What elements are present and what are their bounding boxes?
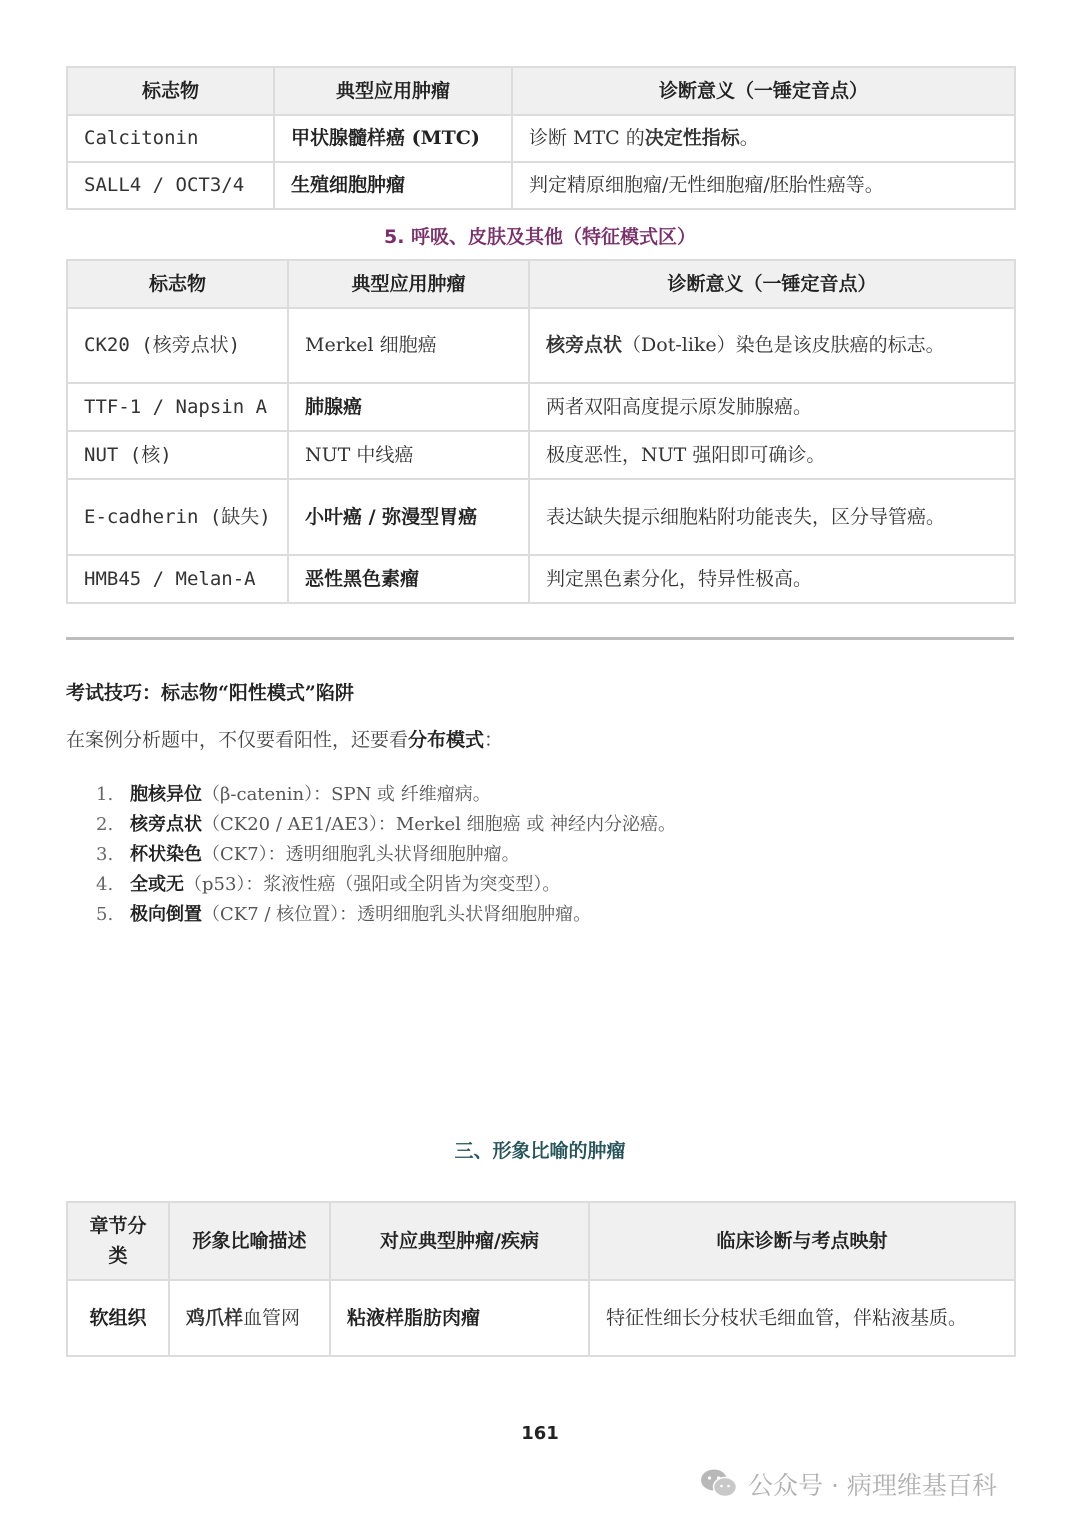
list-item: 1. 胞核异位（β-catenin）：SPN 或 纤维瘤病。 [96,784,491,805]
tip-intro: 在案例分析题中，不仅要看阳性，还要看分布模式： [66,729,504,751]
marker-cell: TTF-1 / Napsin A [67,383,288,431]
table-row [67,308,1015,383]
marker-cell: Calcitonin [67,115,274,162]
section-divider [66,637,1014,640]
section-title: 5. 呼吸、皮肤及其他（特征模式区） [383,226,697,248]
tumor-cell: 粘液样脂肪肉瘤 [330,1280,589,1356]
list-item: 4. 全或无（p53）：浆液性癌（强阳或全阴皆为突变型）。 [96,874,561,895]
meaning-cell: 核旁点状（Dot-like）染色是该皮肤癌的标志。 [529,308,1015,383]
meaning-cell: 诊断 MTC 的决定性指标。 [512,115,1015,162]
column-header: 诊断意义（一锤定音点） [529,260,1015,308]
wechat-icon [700,1468,738,1500]
table-header-row [67,260,1015,308]
table-row [67,1280,1015,1356]
metaphor-cell: 鸡爪样血管网 [169,1280,330,1356]
column-header: 标志物 [67,260,288,308]
list-item: 3. 杯状染色（CK7）：透明细胞乳头状肾细胞肿瘤。 [96,844,520,865]
table-header-row [67,67,1015,115]
page-number: 161 [521,1423,559,1444]
watermark-text: 公众号 · 病理维基百科 [748,1471,997,1500]
table-header-row [67,1202,1015,1280]
marker-table-2 [66,259,1016,604]
tumor-cell: 肺腺癌 [288,383,529,431]
meaning-cell: 两者双阳高度提示原发肺腺癌。 [529,383,1015,431]
marker-cell: E-cadherin (缺失) [67,479,288,555]
table-row [67,115,1015,162]
tumor-cell: 甲状腺髓样癌 (MTC) [274,115,512,162]
marker-cell: CK20 (核旁点状) [67,308,288,383]
marker-cell: HMB45 / Melan-A [67,555,288,603]
column-header: 标志物 [67,67,274,115]
table-row [67,383,1015,431]
marker-cell: NUT (核) [67,431,288,479]
meaning-cell: 极度恶性，NUT 强阳即可确诊。 [529,431,1015,479]
column-header: 对应典型肿瘤/疾病 [330,1202,589,1280]
tumor-cell: 恶性黑色素瘤 [288,555,529,603]
tumor-cell: NUT 中线癌 [288,431,529,479]
category-cell: 软组织 [67,1280,169,1356]
column-header: 临床诊断与考点映射 [589,1202,1015,1280]
tumor-cell: Merkel 细胞癌 [288,308,529,383]
meaning-cell: 表达缺失提示细胞粘附功能丧失，区分导管癌。 [529,479,1015,555]
column-header: 典型应用肿瘤 [274,67,512,115]
column-header: 章节分类 [67,1202,169,1280]
marker-table-1 [66,66,1016,210]
table-row [67,479,1015,555]
meaning-cell: 判定黑色素分化，特异性极高。 [529,555,1015,603]
meaning-cell: 判定精原细胞瘤/无性细胞瘤/胚胎性癌等。 [512,162,1015,209]
column-header: 形象比喻描述 [169,1202,330,1280]
column-header: 诊断意义（一锤定音点） [512,67,1015,115]
tip-list [96,780,676,930]
column-header: 典型应用肿瘤 [288,260,529,308]
watermark [700,1462,997,1506]
tumor-cell: 生殖细胞肿瘤 [274,162,512,209]
list-item: 2. 核旁点状（CK20 / AE1/AE3）：Merkel 细胞癌 或 神经内分泌癌。 [96,814,677,835]
list-item: 5. 极向倒置（CK7 / 核位置）：透明细胞乳头状肾细胞肿瘤。 [96,904,592,925]
tip-title: 考试技巧：标志物“阳性模式”陷阱 [66,682,354,704]
tumor-cell: 小叶癌 / 弥漫型胃癌 [288,479,529,555]
chapter-title: 三、形象比喻的肿瘤 [454,1140,626,1162]
table-row [67,162,1015,209]
marker-cell: SALL4 / OCT3/4 [67,162,274,209]
mapping-cell: 特征性细长分枝状毛细血管，伴粘液基质。 [589,1280,1015,1356]
table-row [67,431,1015,479]
metaphor-table [66,1201,1016,1357]
table-row [67,555,1015,603]
